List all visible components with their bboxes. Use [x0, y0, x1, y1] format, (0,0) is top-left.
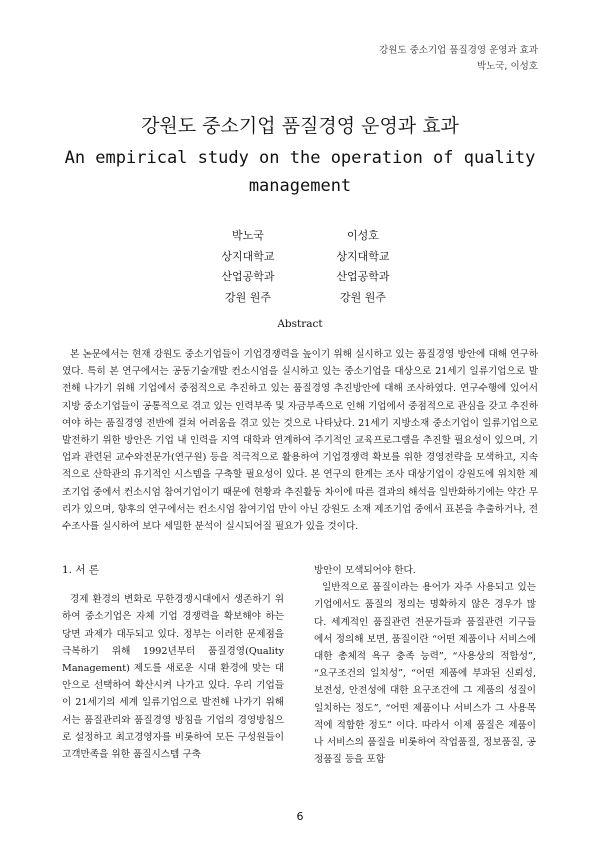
author-department: 산업공학과 — [336, 270, 390, 283]
title-block — [40, 112, 560, 200]
author-2 — [303, 226, 423, 308]
author-name: 박노국 — [232, 229, 264, 242]
body-column-left — [62, 562, 284, 763]
author-location: 강원 원주 — [224, 290, 271, 304]
running-head-authors: 박노국, 이성호 — [476, 61, 538, 72]
page-number: 6 — [296, 810, 304, 823]
author-location: 강원 원주 — [339, 290, 386, 304]
author-name: 이성호 — [347, 229, 379, 242]
body-column-right — [314, 562, 536, 768]
body-paragraph-continuation: 방안이 모색되어야 한다. — [314, 565, 416, 576]
abstract-body: 본 논문에서는 현재 강원도 중소기업들이 기업경쟁력을 높이기 위해 실시하고 있는 품질경영 방안에 대해 연구하였다. 특히 본 연구에서는 공동기술개발 컨소시엄을 실시하고 있는 중소기업을 대상으로 21세기 일류기업으로 발전해 나가기 위해 기업에서 중점적으로 추진하고 있는 품질경영 추진방안에 대해 조사하였다. 연구수행에 있어서 지방 중소기업들이 공통적으로 겪고 있는 인력부족 및 자금부족으로 인해 기업에서 중점적으로 관심을 갖고 추진하여야 하는 품질경영 전반에 걸쳐 어려움을 겪고 있는 것으로 나타났다. 21세기 지방소재 중소기업이 일류기업으로 발전하기 위한 방안은 기업 내 인력을 지역 대학과 연계하여 주기적인 교육프로그램을 추진할 필요성이 있으며, 기업과 관련된 교수와전문가(연구원) 등을 적극적으로 활용하여 기업경쟁력 확보를 위한 경영전략을 모색하고, 지속적으로 산학관의 유기적인 시스템을 구축할 필요성이 있다. 본 연구의 한계는 조사 대상기업이 강원도에 위치한 제조기업 중에서 컨소시엄 참여기업이기 때문에 현황과 추진활동 차이에 따른 결과의 해석을 일반화하기에는 약간 무리가 있으며, 향후의 연구에서는 컨소시엄 참여기업 만이 아닌 강원도 소재 제조기업 중에서 표본을 추출하거나, 전수조사를 실시하여 보다 세밀한 분석이 실시되어질 필요가 있을 것이다. — [62, 349, 538, 533]
running-head-title: 강원도 중소기업 품질경영 운영과 효과 — [379, 45, 538, 56]
abstract-heading: Abstract — [277, 318, 323, 330]
paper-title-english: An empirical study on the operation of quality management — [64, 148, 536, 196]
author-1 — [188, 226, 308, 308]
body-paragraph: 경제 환경의 변화로 무한경쟁시대에서 생존하기 위하여 중소기업은 자체 기업 경쟁력을 확보해야 하는 당면 과제가 대두되고 있다. 정부는 이러한 문제점을 극복하기 위해 1992년부터 품질경영(Quality Management) 제도를 새로운 시대 환경에 맞는 대안으로 선택하여 확산시켜 나가고 있다. 우리 기업들이 21세기의 세계 일류기업으로 발전해 나가기 위해서는 품질관리와 품질경영 방침을 기업의 경영방침으로 설정하고 최고경영자를 비롯하여 모든 구성원들이 고객만족을 위한 품질시스템 구축 — [62, 594, 284, 761]
body-paragraph: 일반적으로 품질이라는 용어가 자주 사용되고 있는 기업에서도 품질의 정의는 명확하지 않은 경우가 많다. 세계적인 품질관련 전문가들과 품질관련 기구들에서 정의해 보면, 품질이란 “어떤 제품이나 서비스에 대한 총체적 욕구 충족 능력”, “사용상의 적합성”, “요구조건의 일치성”, “어떤 제품에 부과된 신뢰성, 보전성, 안전성에 대한 요구조건에 그 제품의 성질이 일치하는 정도”, “어떤 제품이나 서비스가 그 사용목적에 적합한 정도” 이다. 따라서 이제 품질은 제품이나 서비스의 품질을 비롯하여 작업품질, 정보품질, 공정품질 등을 포함 — [314, 582, 536, 766]
running-head — [379, 43, 538, 75]
author-affiliation: 상지대학교 — [336, 249, 390, 263]
paper-title-korean: 강원도 중소기업 품질경영 운영과 효과 — [141, 115, 459, 137]
author-affiliation: 상지대학교 — [221, 249, 275, 263]
author-department: 산업공학과 — [221, 270, 275, 283]
section-heading-introduction: 1. 서 론 — [62, 564, 99, 576]
